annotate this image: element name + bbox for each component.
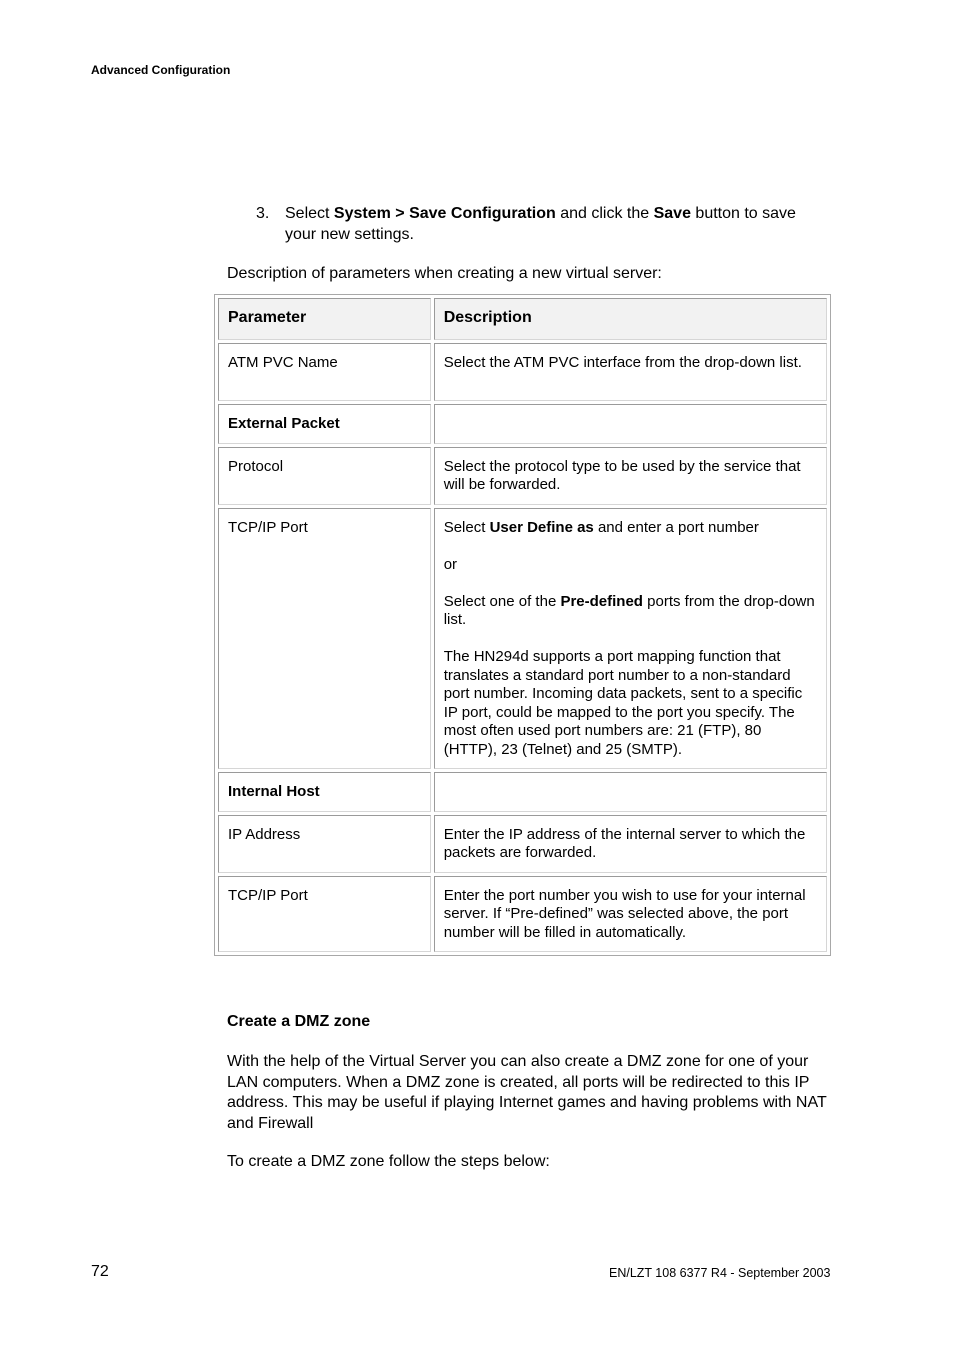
column-header-description: Description xyxy=(434,298,827,340)
desc-text: and enter a port number xyxy=(593,518,759,536)
section-label: Internal Host xyxy=(218,772,431,812)
empty-cell xyxy=(434,404,827,444)
param-cell: Protocol xyxy=(218,447,431,505)
desc-paragraph xyxy=(444,593,816,630)
section-row xyxy=(218,772,827,812)
option-name: Pre-defined xyxy=(560,592,643,610)
table-row xyxy=(218,447,827,505)
table-row xyxy=(218,876,827,953)
step-number: 3. xyxy=(256,205,270,222)
desc-cell: Enter the port number you wish to use for your internal server. If “Pre-defined” was selected above, the port number will be filled in automatically. xyxy=(434,876,827,953)
document-id: EN/LZT 108 6377 R4 - September 2003 xyxy=(609,1266,831,1280)
step-text-part: button to save your new settings. xyxy=(285,205,796,243)
desc-cell: Select the protocol type to be used by the service that will be forwarded. xyxy=(434,447,827,505)
table-header-row xyxy=(218,298,827,340)
desc-paragraph: The HN294d supports a port mapping function that translates a standard port number to a non-standard port number. Incoming data packets, sent to a specific IP port, could be mapped to the port you specify. The most often used port numbers are: 21 (FTP), 80 (HTTP), 23 (Telnet) and 25 (SMTP). xyxy=(443,648,803,758)
desc-paragraph: or xyxy=(443,555,458,573)
body-paragraph: With the help of the Virtual Server you can also create a DMZ zone for one of your LAN computers. When a DMZ zone is created, all ports will be redirected to this IP address. This may be useful if playing Internet games and having problems with NAT and Firewall xyxy=(227,1053,827,1132)
step-text-part: Select xyxy=(285,205,334,222)
menu-path: System > Save Configuration xyxy=(333,205,556,222)
desc-paragraph xyxy=(444,519,816,538)
column-header-parameter: Parameter xyxy=(218,298,431,340)
desc-cell xyxy=(434,508,827,770)
page-number: 72 xyxy=(91,1263,109,1280)
option-name: User Define as xyxy=(489,518,594,536)
body-paragraph: To create a DMZ zone follow the steps below: xyxy=(227,1153,550,1170)
table-row xyxy=(218,508,827,770)
param-cell: TCP/IP Port xyxy=(218,876,431,953)
section-heading: Create a DMZ zone xyxy=(227,1013,371,1030)
table-row xyxy=(218,343,827,401)
empty-cell xyxy=(434,772,827,812)
desc-cell: Enter the IP address of the internal server to which the packets are forwarded. xyxy=(434,815,827,873)
desc-cell: Select the ATM PVC interface from the drop-down list. xyxy=(434,343,827,401)
param-cell: ATM PVC Name xyxy=(218,343,431,401)
desc-text: ports from the drop-down list. xyxy=(443,592,815,628)
table-row xyxy=(218,815,827,873)
section-row xyxy=(218,404,827,444)
table-intro: Description of parameters when creating a new virtual server: xyxy=(227,265,662,282)
step-text-part: and click the xyxy=(555,205,654,222)
step-text xyxy=(285,203,825,245)
parameters-table xyxy=(214,294,831,956)
desc-text: Select xyxy=(443,518,490,536)
param-cell: IP Address xyxy=(218,815,431,873)
save-button-ref: Save xyxy=(653,205,691,222)
running-header: Advanced Configuration xyxy=(91,63,231,77)
desc-text: Select one of the xyxy=(443,592,561,610)
param-cell: TCP/IP Port xyxy=(218,508,431,770)
section-label: External Packet xyxy=(218,404,431,444)
